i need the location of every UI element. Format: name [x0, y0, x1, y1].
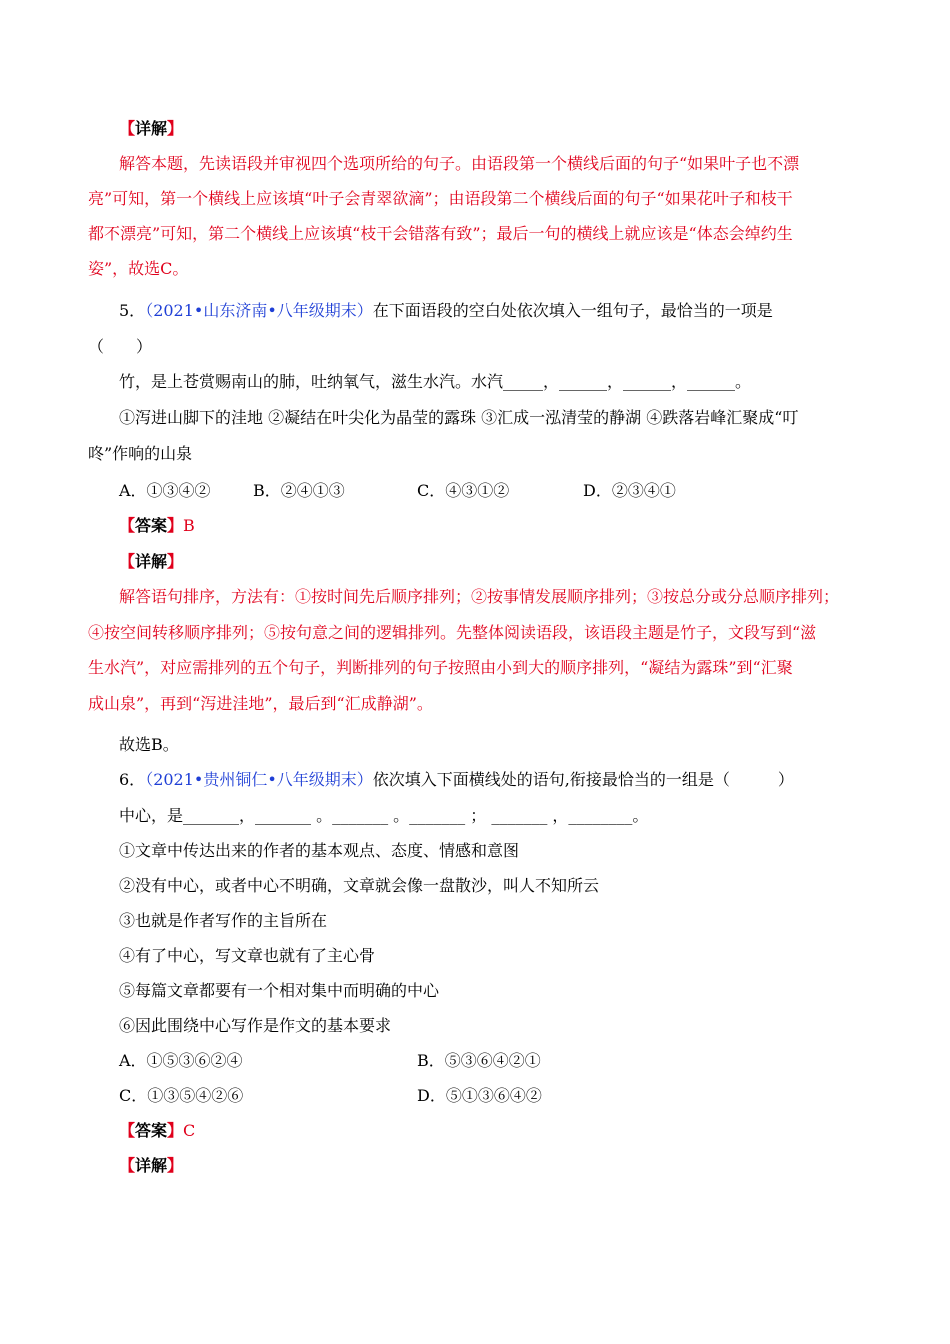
detail-line: 都不漂亮”可知，第二个横线上应该填“枝干会错落有致”；最后一句的横线上就应该是“体态会绰约生	[88, 224, 793, 243]
sentence-item: ③也就是作者写作的主旨所在	[119, 911, 328, 930]
sentence-item: ①文章中传达出来的作者的基本观点、态度、情感和意图	[119, 841, 520, 860]
answer-value: B	[183, 516, 195, 535]
detail-line: 成山泉”，再到“泻进洼地”，最后到“汇成静湖”。	[88, 694, 433, 713]
answer-label: 答案	[135, 516, 168, 535]
option-d: D．②③④①	[583, 481, 676, 500]
detail-label: 详解	[135, 119, 168, 138]
answer-line: 【答案】C	[119, 1121, 196, 1140]
option-b: B．⑤③⑥④②①	[417, 1051, 541, 1070]
option-c: C．①③⑤④②⑥	[119, 1086, 244, 1105]
sentence-item: ⑥因此围绕中心写作是作文的基本要求	[119, 1016, 392, 1035]
question-text: 依次填入下面横线处的语句,衔接最恰当的一组是（ ）	[372, 770, 794, 789]
question-6-passage: 中心，是_______，_______ 。_______ 。_______ ； _______ ，________。	[119, 806, 649, 825]
conclusion: 故选B。	[119, 735, 179, 754]
sentence-item: ②没有中心，或者中心不明确，文章就会像一盘散沙，叫人不知所云	[119, 876, 600, 895]
question-6-stem	[119, 769, 794, 791]
question-5-sentences: ①泻进山脚下的洼地 ②凝结在叶尖化为晶莹的露珠 ③汇成一泓清莹的静湖 ④跌落岩峰汇聚成“叮	[119, 408, 799, 427]
detail-line: 亮”可知，第一个横线上应该填“叶子会青翠欲滴”；由语段第二个横线后面的句子“如果花叶子和枝干	[88, 189, 793, 208]
question-source: （2021•贵州铜仁•八年级期末）	[145, 770, 373, 789]
answer-line: 【答案】B	[119, 516, 195, 535]
detail-heading: 【详解】	[119, 1156, 184, 1175]
detail-heading: 【详解】	[119, 552, 184, 571]
option-c: C．④③①②	[417, 481, 510, 500]
question-5-sentences: 咚”作响的山泉	[88, 444, 193, 463]
option-a: A．①③④②	[119, 481, 211, 500]
answer-label: 答案	[135, 1121, 168, 1140]
option-a: A．①⑤③⑥②④	[119, 1051, 243, 1070]
detail-label: 详解	[135, 1156, 168, 1175]
detail-line: 姿”，故选C。	[88, 259, 189, 278]
sentence-item: ⑤每篇文章都要有一个相对集中而明确的中心	[119, 981, 440, 1000]
detail-line: 解答本题，先读语段并审视四个选项所给的句子。由语段第一个横线后面的句子“如果叶子也不漂	[119, 154, 800, 173]
detail-line: ④按空间转移顺序排列；⑤按句意之间的逻辑排列。先整体阅读语段，该语段主题是竹子，文段写到“滋	[88, 623, 817, 642]
question-source: （2021•山东济南•八年级期末）	[145, 301, 373, 320]
answer-paren: （ ）	[88, 337, 153, 356]
detail-line: 生水汽”，对应需排列的五个句子，判断排列的句子按照由小到大的顺序排列，“凝结为露珠”到“汇聚	[88, 658, 793, 677]
question-number: 6．	[119, 770, 146, 789]
detail-line: 解答语句排序，方法有：①按时间先后顺序排列；②按事情发展顺序排列；③按总分或分总顺序排列；	[119, 587, 840, 606]
question-5-passage: 竹，是上苍赏赐南山的肺，吐纳氧气，滋生水汽。水汽_____，______，______，______。	[119, 372, 752, 391]
answer-value: C	[183, 1121, 196, 1140]
question-text: 在下面语段的空白处依次填入一组句子，最恰当的一项是	[372, 301, 773, 320]
question-5-stem	[119, 300, 773, 322]
question-number: 5．	[119, 301, 146, 320]
detail-heading: 【详解】	[119, 119, 184, 138]
sentence-item: ④有了中心，写文章也就有了主心骨	[119, 946, 376, 965]
detail-label: 详解	[135, 552, 168, 571]
option-d: D．⑤①③⑥④②	[417, 1086, 542, 1105]
option-b: B．②④①③	[253, 481, 345, 500]
